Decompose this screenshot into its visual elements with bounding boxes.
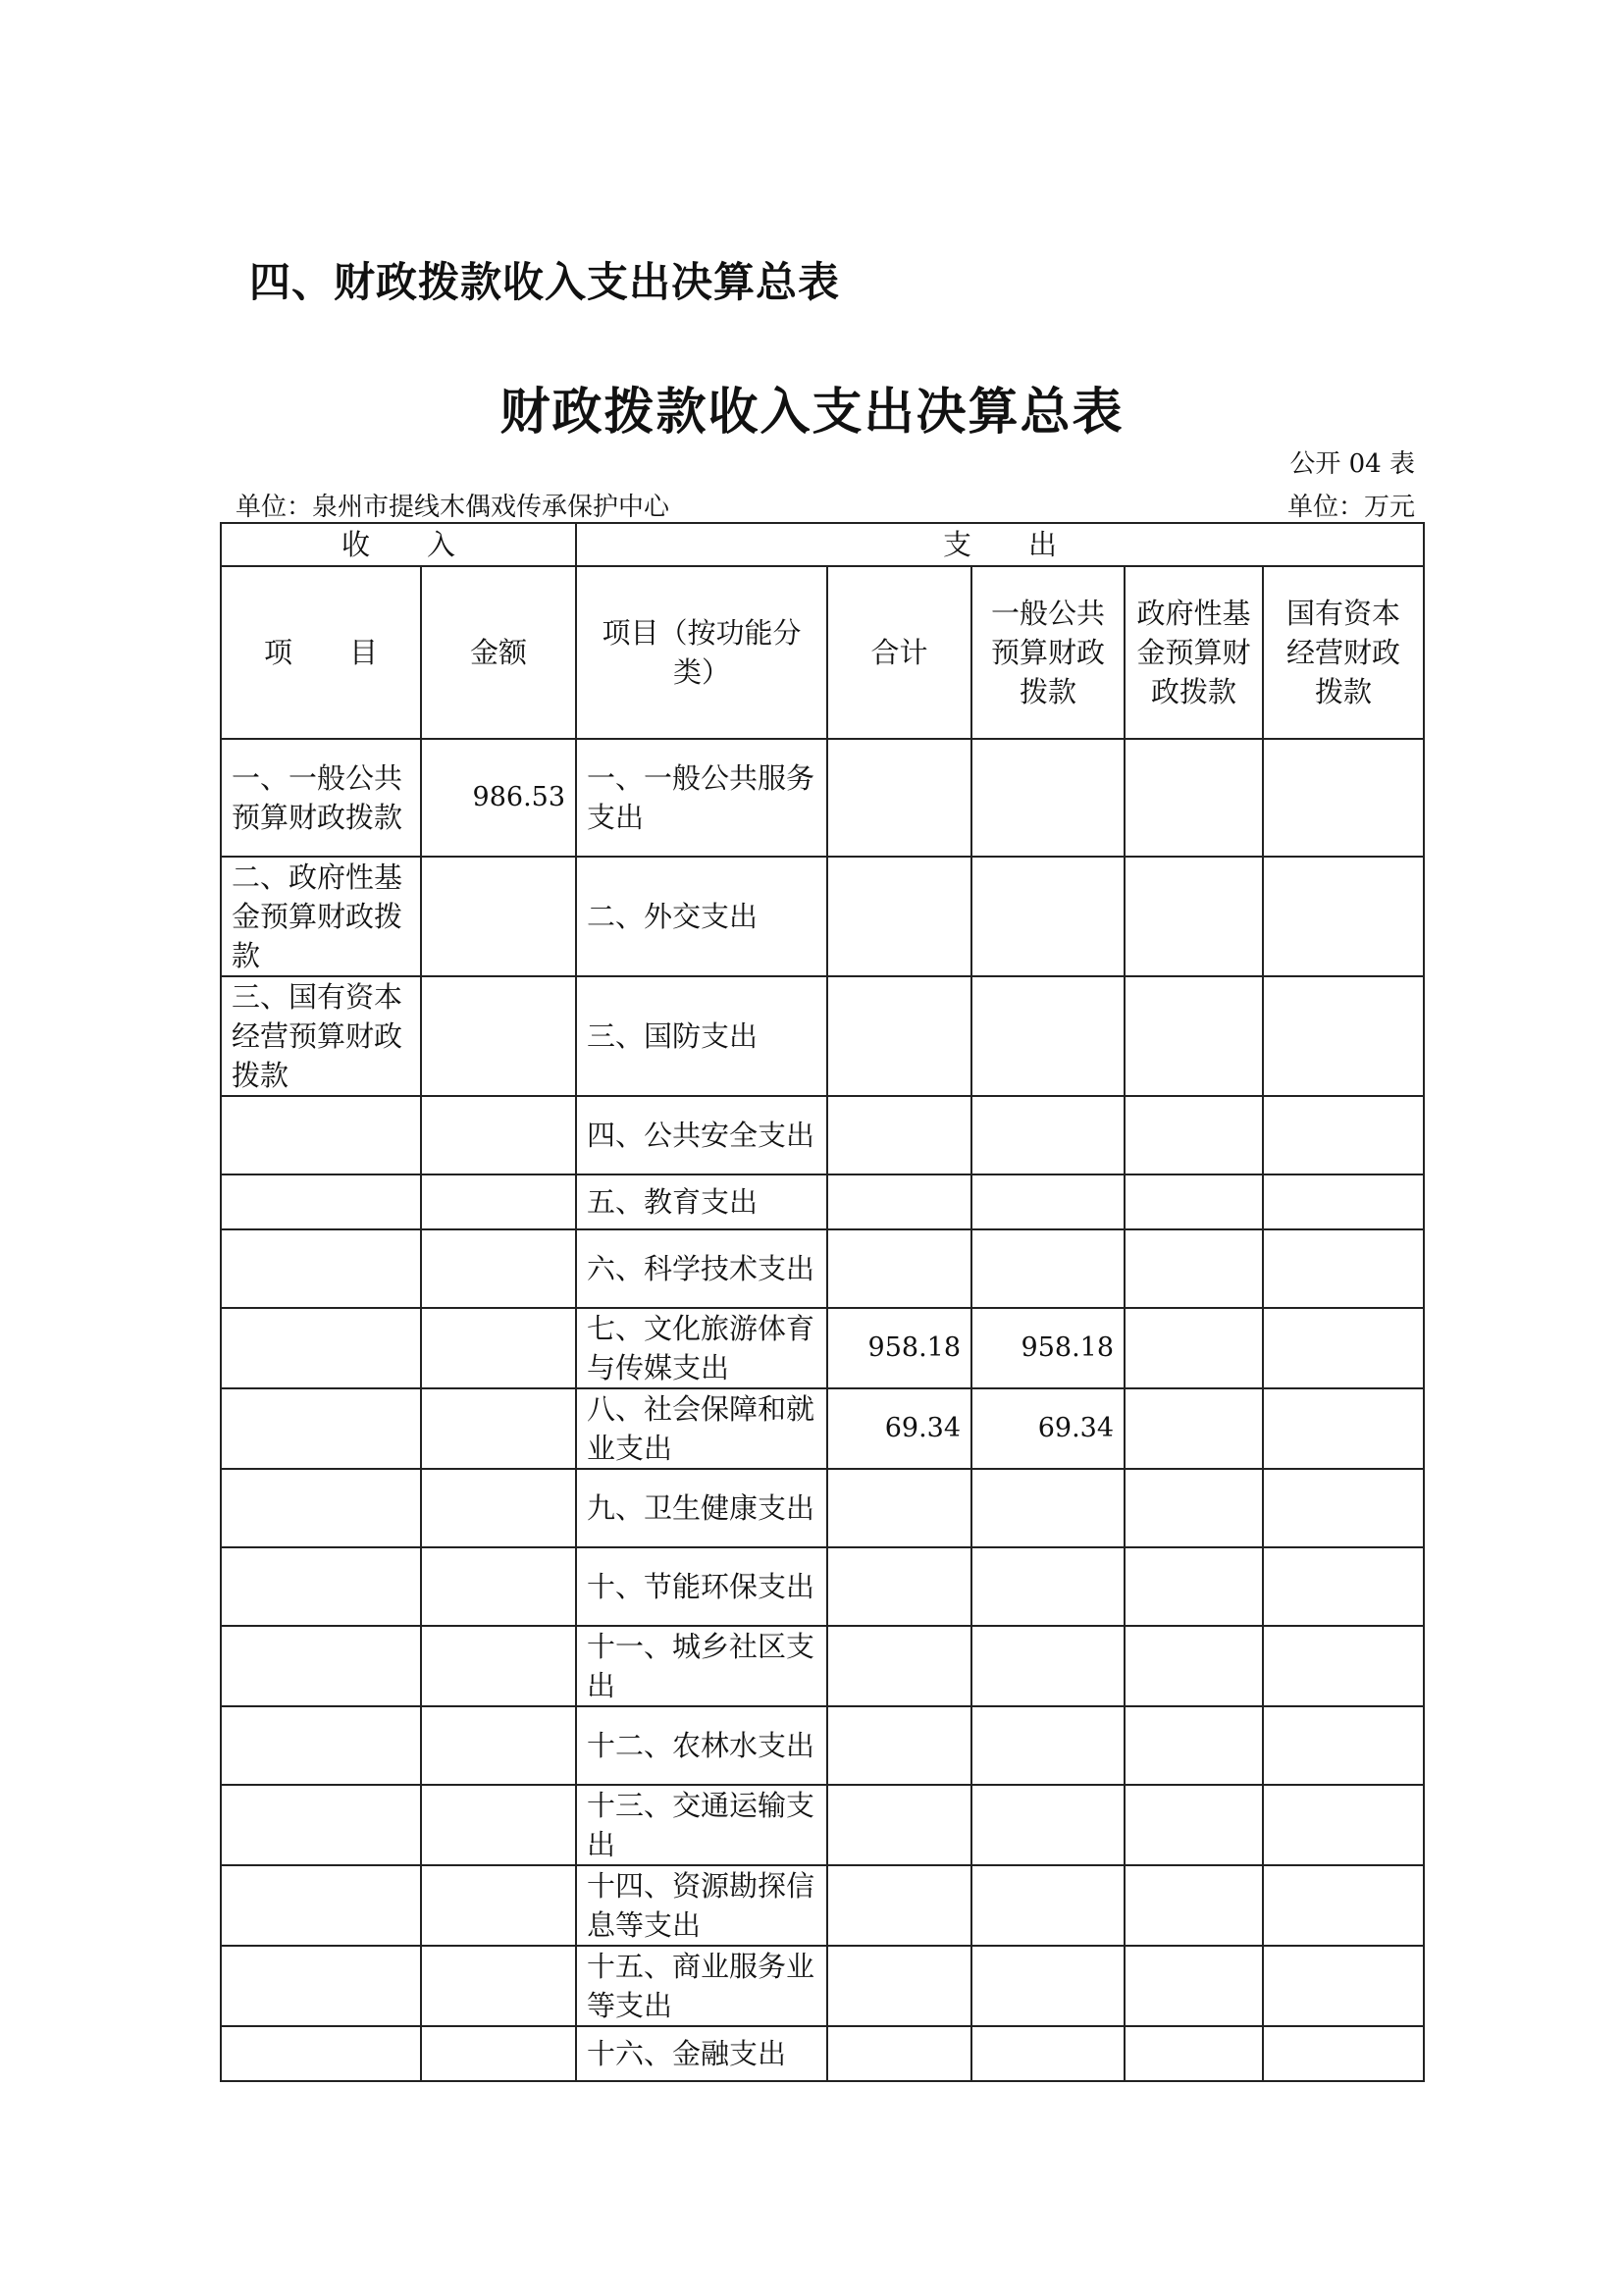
income-item-cell [221, 1308, 421, 1388]
col-header-state-capital: 国有资本经营财政拨款 [1263, 566, 1424, 739]
state-capital-cell [1263, 1469, 1424, 1547]
state-capital-cell [1263, 1785, 1424, 1865]
general-budget-cell [971, 857, 1125, 976]
total-cell [827, 1706, 971, 1785]
income-item-cell [221, 1388, 421, 1469]
table-row [221, 1096, 1424, 1174]
func-item-cell: 三、国防支出 [576, 976, 827, 1096]
total-cell [827, 1946, 971, 2026]
currency-unit: 单位：万元 [1286, 493, 1415, 522]
table-row [221, 1785, 1424, 1865]
state-capital-cell [1263, 1547, 1424, 1626]
gov-fund-cell [1125, 1785, 1263, 1865]
amount-cell [421, 857, 576, 976]
func-item-cell: 十五、商业服务业等支出 [576, 1946, 827, 2026]
amount-cell [421, 1706, 576, 1785]
gov-fund-cell [1125, 1388, 1263, 1469]
total-cell [827, 1626, 971, 1706]
state-capital-cell [1263, 976, 1424, 1096]
table-row [221, 857, 1424, 976]
total-cell [827, 1174, 971, 1229]
table-row [221, 1706, 1424, 1785]
section-heading: 四、财政拨款收入支出决算总表 [249, 258, 841, 306]
gov-fund-cell [1125, 1469, 1263, 1547]
state-capital-cell [1263, 1946, 1424, 2026]
amount-cell [421, 1626, 576, 1706]
total-cell [827, 1229, 971, 1308]
amount-cell [421, 976, 576, 1096]
func-item-cell: 二、外交支出 [576, 857, 827, 976]
state-capital-cell [1263, 1308, 1424, 1388]
income-item-cell [221, 1706, 421, 1785]
total-cell [827, 1096, 971, 1174]
income-item-cell [221, 1096, 421, 1174]
func-item-cell: 九、卫生健康支出 [576, 1469, 827, 1547]
func-item-cell: 十三、交通运输支出 [576, 1785, 827, 1865]
expense-band-header: 支 出 [576, 523, 1424, 566]
amount-cell [421, 1469, 576, 1547]
total-cell [827, 1547, 971, 1626]
state-capital-cell [1263, 1865, 1424, 1946]
amount-cell: 986.53 [421, 739, 576, 857]
general-budget-cell [971, 739, 1125, 857]
reporting-unit: 单位：泉州市提线木偶戏传承保护中心 [236, 493, 670, 522]
gov-fund-cell [1125, 1547, 1263, 1626]
appropriation-table [220, 522, 1425, 2082]
col-header-func-item: 项目（按功能分类） [576, 566, 827, 739]
state-capital-cell [1263, 1706, 1424, 1785]
func-item-cell: 四、公共安全支出 [576, 1096, 827, 1174]
general-budget-cell [971, 1865, 1125, 1946]
income-item-cell: 二、政府性基金预算财政拨款 [221, 857, 421, 976]
income-item-cell [221, 2026, 421, 2081]
func-item-cell: 五、教育支出 [576, 1174, 827, 1229]
table-row [221, 1626, 1424, 1706]
income-item-cell [221, 1469, 421, 1547]
func-item-cell: 十四、资源勘探信息等支出 [576, 1865, 827, 1946]
total-cell: 69.34 [827, 1388, 971, 1469]
income-item-cell [221, 1785, 421, 1865]
amount-cell [421, 1174, 576, 1229]
table-row [221, 739, 1424, 857]
table-row [221, 1174, 1424, 1229]
col-header-amount: 金额 [421, 566, 576, 739]
col-header-general-budget: 一般公共预算财政拨款 [971, 566, 1125, 739]
income-item-cell [221, 1229, 421, 1308]
table-body [221, 739, 1424, 2081]
state-capital-cell [1263, 2026, 1424, 2081]
general-budget-cell [971, 1229, 1125, 1308]
general-budget-cell: 69.34 [971, 1388, 1125, 1469]
gov-fund-cell [1125, 1308, 1263, 1388]
gov-fund-cell [1125, 1946, 1263, 2026]
column-header-row [221, 566, 1424, 739]
income-item-cell [221, 1174, 421, 1229]
table-row [221, 1865, 1424, 1946]
state-capital-cell [1263, 1388, 1424, 1469]
amount-cell [421, 1229, 576, 1308]
state-capital-cell [1263, 1096, 1424, 1174]
func-item-cell: 八、社会保障和就业支出 [576, 1388, 827, 1469]
func-item-cell: 七、文化旅游体育与传媒支出 [576, 1308, 827, 1388]
func-item-cell: 十一、城乡社区支出 [576, 1626, 827, 1706]
income-item-cell: 三、国有资本经营预算财政拨款 [221, 976, 421, 1096]
general-budget-cell [971, 1626, 1125, 1706]
state-capital-cell [1263, 739, 1424, 857]
gov-fund-cell [1125, 1865, 1263, 1946]
func-item-cell: 六、科学技术支出 [576, 1229, 827, 1308]
general-budget-cell [971, 1174, 1125, 1229]
income-item-cell [221, 1626, 421, 1706]
band-header-row [221, 523, 1424, 566]
col-header-item: 项 目 [221, 566, 421, 739]
general-budget-cell [971, 1547, 1125, 1626]
gov-fund-cell [1125, 1229, 1263, 1308]
general-budget-cell [971, 1469, 1125, 1547]
gov-fund-cell [1125, 857, 1263, 976]
general-budget-cell [971, 1096, 1125, 1174]
gov-fund-cell [1125, 1706, 1263, 1785]
gov-fund-cell [1125, 2026, 1263, 2081]
table-row [221, 1469, 1424, 1547]
amount-cell [421, 1547, 576, 1626]
gov-fund-cell [1125, 1626, 1263, 1706]
general-budget-cell [971, 1785, 1125, 1865]
amount-cell [421, 1785, 576, 1865]
income-item-cell [221, 1865, 421, 1946]
gov-fund-cell [1125, 739, 1263, 857]
amount-cell [421, 1096, 576, 1174]
income-item-cell [221, 1547, 421, 1626]
table-row [221, 1547, 1424, 1626]
func-item-cell: 十二、农林水支出 [576, 1706, 827, 1785]
table-row [221, 1946, 1424, 2026]
table-row [221, 1308, 1424, 1388]
amount-cell [421, 1308, 576, 1388]
general-budget-cell: 958.18 [971, 1308, 1125, 1388]
amount-cell [421, 1388, 576, 1469]
func-item-cell: 一、一般公共服务支出 [576, 739, 827, 857]
col-header-total: 合计 [827, 566, 971, 739]
total-cell [827, 1785, 971, 1865]
table-row [221, 976, 1424, 1096]
document-title: 财政拨款收入支出决算总表 [499, 384, 1125, 442]
total-cell [827, 739, 971, 857]
gov-fund-cell [1125, 976, 1263, 1096]
amount-cell [421, 2026, 576, 2081]
general-budget-cell [971, 2026, 1125, 2081]
table-row [221, 1388, 1424, 1469]
state-capital-cell [1263, 1229, 1424, 1308]
total-cell [827, 2026, 971, 2081]
general-budget-cell [971, 1946, 1125, 2026]
income-item-cell: 一、一般公共预算财政拨款 [221, 739, 421, 857]
income-band-header: 收 入 [221, 523, 576, 566]
table-code: 公开 04 表 [1289, 449, 1415, 479]
total-cell [827, 1469, 971, 1547]
total-cell [827, 857, 971, 976]
general-budget-cell [971, 1706, 1125, 1785]
income-item-cell [221, 1946, 421, 2026]
amount-cell [421, 1946, 576, 2026]
func-item-cell: 十六、金融支出 [576, 2026, 827, 2081]
amount-cell [421, 1865, 576, 1946]
gov-fund-cell [1125, 1096, 1263, 1174]
func-item-cell: 十、节能环保支出 [576, 1547, 827, 1626]
state-capital-cell [1263, 857, 1424, 976]
gov-fund-cell [1125, 1174, 1263, 1229]
table-row [221, 2026, 1424, 2081]
state-capital-cell [1263, 1626, 1424, 1706]
total-cell: 958.18 [827, 1308, 971, 1388]
total-cell [827, 976, 971, 1096]
total-cell [827, 1865, 971, 1946]
table-row [221, 1229, 1424, 1308]
state-capital-cell [1263, 1174, 1424, 1229]
general-budget-cell [971, 976, 1125, 1096]
col-header-gov-fund: 政府性基金预算财政拨款 [1125, 566, 1263, 739]
